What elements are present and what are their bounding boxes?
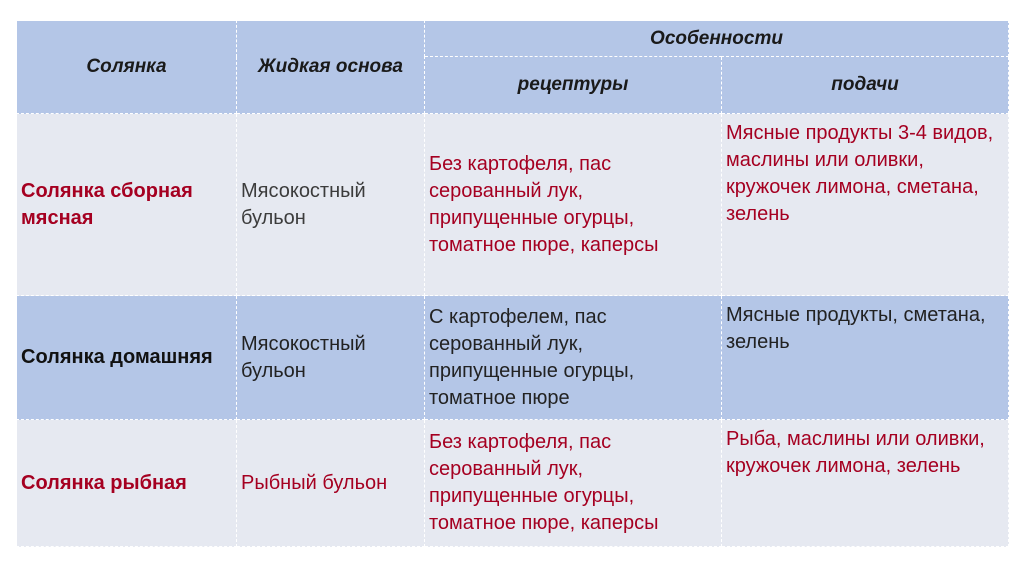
solyanka-table: [16, 20, 1009, 547]
header-serving: подачи: [722, 57, 1009, 114]
header-recipe: рецептуры: [425, 57, 722, 114]
table-row: [17, 114, 1009, 296]
row-recipe: Без картофеля, пас серованный лук, припущенные огурцы, томатное пюре, каперсы: [425, 114, 722, 296]
header-features: Особенности: [425, 21, 1009, 57]
row-serving: Мясные продукты, сметана, зелень: [722, 296, 1009, 420]
row-base: Мясокостный бульон: [237, 296, 425, 420]
row-name: Солянка сборная мясная: [17, 114, 237, 296]
row-base: Мясокостный бульон: [237, 114, 425, 296]
table-row: [17, 420, 1009, 547]
row-recipe: Без картофеля, пас серованный лук, припущенные огурцы, томатное пюре, каперсы: [425, 420, 722, 547]
row-recipe: С картофелем, пас серованный лук, припущенные огурцы, томатное пюре: [425, 296, 722, 420]
table-row: [17, 296, 1009, 420]
header-solyanka: Солянка: [17, 21, 237, 114]
row-name: Солянка домашняя: [17, 296, 237, 420]
header-liquid-base: Жидкая основа: [237, 21, 425, 114]
row-base: Рыбный бульон: [237, 420, 425, 547]
row-serving: Рыба, маслины или оливки, кружочек лимона, зелень: [722, 420, 1009, 547]
row-name: Солянка рыбная: [17, 420, 237, 547]
row-serving: Мясные продукты 3-4 видов, маслины или оливки, кружочек лимона, сметана, зелень: [722, 114, 1009, 296]
